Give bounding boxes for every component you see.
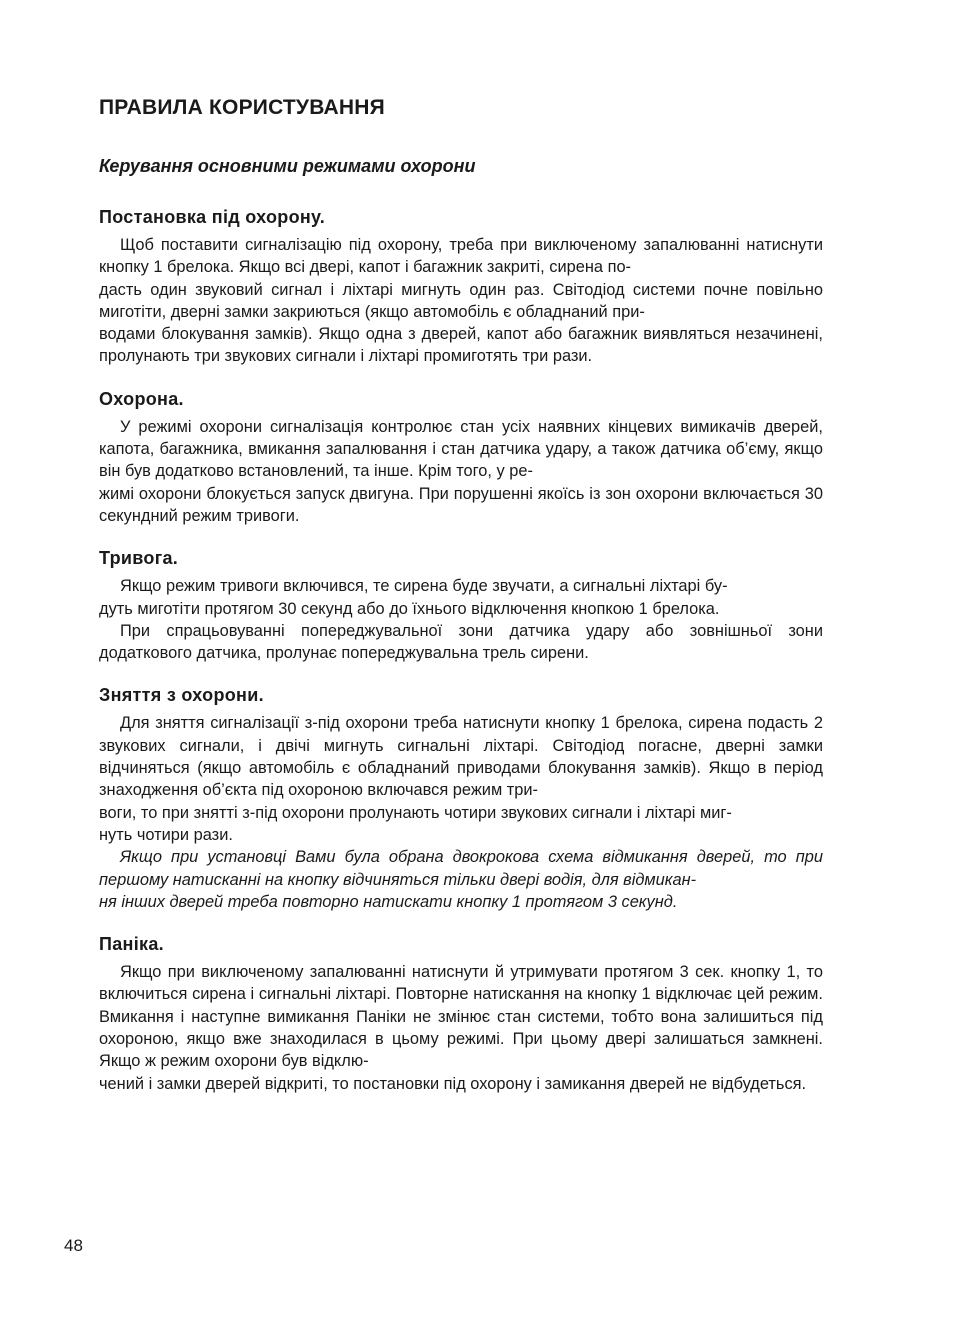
paragraph: Якщо при виключеному запалюванні натиснути й утримувати протягом 3 сек. кнопку 1, то включиться сирена і сигнальні ліхтарі. Повторне натискання на кнопку 1 відключає цей режим. Вмикання і наступне вимикання Паніки не змінює стан системи, тобто вона залишиться під охороною, якщо вже знаходилася в цьому режимі. При цьому двері залишаться замкнені. Якщо ж режим охорони був відклю- чений і замки дверей відкриті, то постановки під охорону і замикання дверей не відбудеться. [99, 963, 823, 1093]
paragraph: У режимі охорони сигналізація контролює стан усіх наявних кінцевих вимикачів дверей, капота, багажника, вмикання запалювання і стан датчика удару, а також датчика об’єму, якщо він був додатково встановлений, та інше. Крім того, у ре- жимі охорони блокується запуск двигуна. При порушенні якоїсь із зон охорони включається 30 секундний режим тривоги. [99, 417, 823, 525]
page-subtitle: Керування основними режимами охорони [99, 156, 476, 176]
section-heading: Охорона. [99, 388, 184, 409]
section-guard [99, 386, 823, 527]
paragraph: При спрацьовуванні попереджувальної зони датчика удару або зовнішньої зони додаткового датчика, пролунає попереджувальна трель сирени. [99, 621, 823, 663]
paragraph: Для зняття сигналізації з-під охорони треба натиснути кнопку 1 брелока, сирена подасть 2 звукових сигнали, і двічі мигнуть сигнальні ліхтарі. Світодіод погасне, дверні замки відчиняться (якщо автомобіль є обладнаний приводами блокування замків). Якщо в період знаходження об’єкта під охороною включався режим три- воги, то при знятті з-під охорони пролунають чотири звукових сигнали і ліхтарі миг- нуть чотири рази. [99, 714, 823, 844]
section-heading: Зняття з охорони. [99, 685, 264, 706]
section-arming [99, 204, 823, 368]
section-panic [99, 931, 823, 1095]
section-heading: Паніка. [99, 934, 164, 955]
section-disarming [99, 682, 823, 913]
paragraph: Щоб поставити сигналізацію під охорону, треба при виключеному запалюванні натиснути кнопку 1 брелока. Якщо всі двері, капот і багажник закриті, сирена по- дасть один звуковий сигнал і ліхтарі мигнуть один раз. Світодіод системи почне повільно миготіти, дверні замки закриються (якщо автомобіль є обладнаний при- водами блокування замків). Якщо одна з дверей, капот або багажник виявляться незачинені, пролунають три звукових сигнали і ліхтарі промиготять три рази. [99, 236, 823, 366]
section-alarm [99, 545, 823, 664]
page-number: 48 [64, 1236, 83, 1255]
section-heading: Постановка під охорону. [99, 207, 326, 227]
italic-note: Якщо при установці Вами була обрана двокрокова схема відмикання дверей, то при першому натисканні на кнопку відчиняться тільки двері водія, для відмикан- ня інших дверей треба повторно натискати кнопку 1 протягом 3 секунд. [99, 848, 823, 911]
page-title: ПРАВИЛА КОРИСТУВАННЯ [99, 96, 385, 119]
page-content [99, 92, 823, 1095]
paragraph: Якщо режим тривоги включився, те сирена буде звучати, а сигнальні ліхтарі бу- дуть миготіти протягом 30 секунд або до їхнього відключення кнопкою 1 брелока. [99, 577, 728, 618]
section-heading: Тривога. [99, 548, 179, 569]
